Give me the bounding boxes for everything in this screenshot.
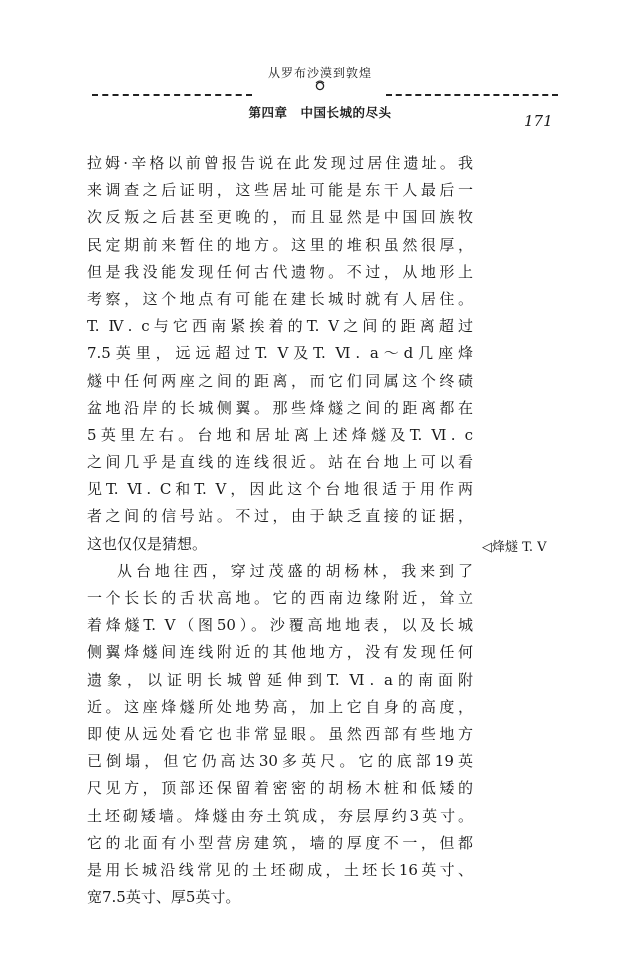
text-line: 遗象，以证明长城曾延伸到T. Ⅵ. a的南面附 (87, 670, 473, 689)
text-line: 7.5英里，远远超过T. Ⅴ及T. Ⅵ. a～d几座烽 (87, 344, 473, 363)
text-line: 它的北面有小型营房建筑，墙的厚度不一，但都 (87, 833, 473, 852)
text-line: 盆地沿岸的长城侧翼。那些烽燧之间的距离都在 (87, 398, 473, 417)
text-line: 已倒塌，但它仍高达30多英尺。它的底部19英 (87, 752, 473, 771)
text-line: 尺见方，顶部还保留着密密的胡杨木桩和低矮的 (87, 779, 473, 798)
text-line: 土坯砌矮墙。烽燧由夯土筑成，夯层厚约3英寸。 (87, 806, 473, 825)
text-line: 民定期前来暂住的地方。这里的堆积虽然很厚， (87, 235, 473, 254)
text-line: 从台地往西，穿过茂盛的胡杨林，我来到了 (117, 561, 473, 580)
text-line: 考察，这个地点有可能在建长城时就有人居住。 (87, 289, 473, 308)
text-line: 是用长城沿线常见的土坯砌成，土坯长16英寸、 (87, 860, 473, 879)
text-line: 见T. Ⅵ. C和T. Ⅴ，因此这个台地很适于用作两 (87, 480, 473, 499)
text-line: 但是我没能发现任何古代遗物。不过，从地形上 (87, 262, 473, 281)
header-rule-left (92, 94, 252, 96)
text-line: 即使从远处看它也非常显眼。虽然西部有些地方 (87, 724, 473, 743)
text-line: 一个长长的舌状高地。它的西南边缘附近，耸立 (87, 589, 473, 607)
chapter-title: 第四章 中国长城的尽头 (248, 105, 392, 120)
text-line: 拉姆·辛格以前曾报告说在此发现过居住遗址。我 (87, 154, 473, 172)
body-text (87, 150, 473, 911)
text-line: 者之间的信号站。不过，由于缺乏直接的证据， (87, 507, 473, 526)
header-rule-right (386, 94, 558, 96)
text-line: 来调查之后证明，这些居址可能是东干人最后一 (87, 181, 473, 200)
text-line: 之间几乎是直线的连线很近。站在台地上可以看 (87, 453, 473, 472)
ornament-icon (313, 80, 327, 92)
text-line: 燧中任何两座之间的距离，而它们同属这个终碛 (87, 371, 473, 390)
text-line: 着烽燧T. Ⅴ（图50）。沙覆高地地表，以及长城 (87, 616, 473, 635)
margin-note: ◁烽燧 T. Ⅴ (482, 540, 547, 555)
book-title: 从罗布沙漠到敦煌 (267, 66, 372, 80)
text-line: 宽7.5英寸、厚5英寸。 (87, 888, 241, 907)
text-line: 这也仅仅是猜想。 (87, 534, 208, 553)
text-line: 5英里左右。台地和居址离上述烽燧及T. Ⅵ. c (87, 425, 473, 444)
text-line: 近。这座烽燧所处地势高，加上它自身的高度， (87, 697, 473, 716)
page-number: 171 (524, 112, 553, 130)
text-line: 次反叛之后甚至更晚的，而且显然是中国回族牧 (87, 208, 473, 227)
text-line: T. Ⅳ. c与它西南紧挨着的T. Ⅴ之间的距离超过 (87, 317, 473, 336)
text-line: 侧翼烽燧间连线附近的其他地方，没有发现任何 (87, 643, 473, 662)
